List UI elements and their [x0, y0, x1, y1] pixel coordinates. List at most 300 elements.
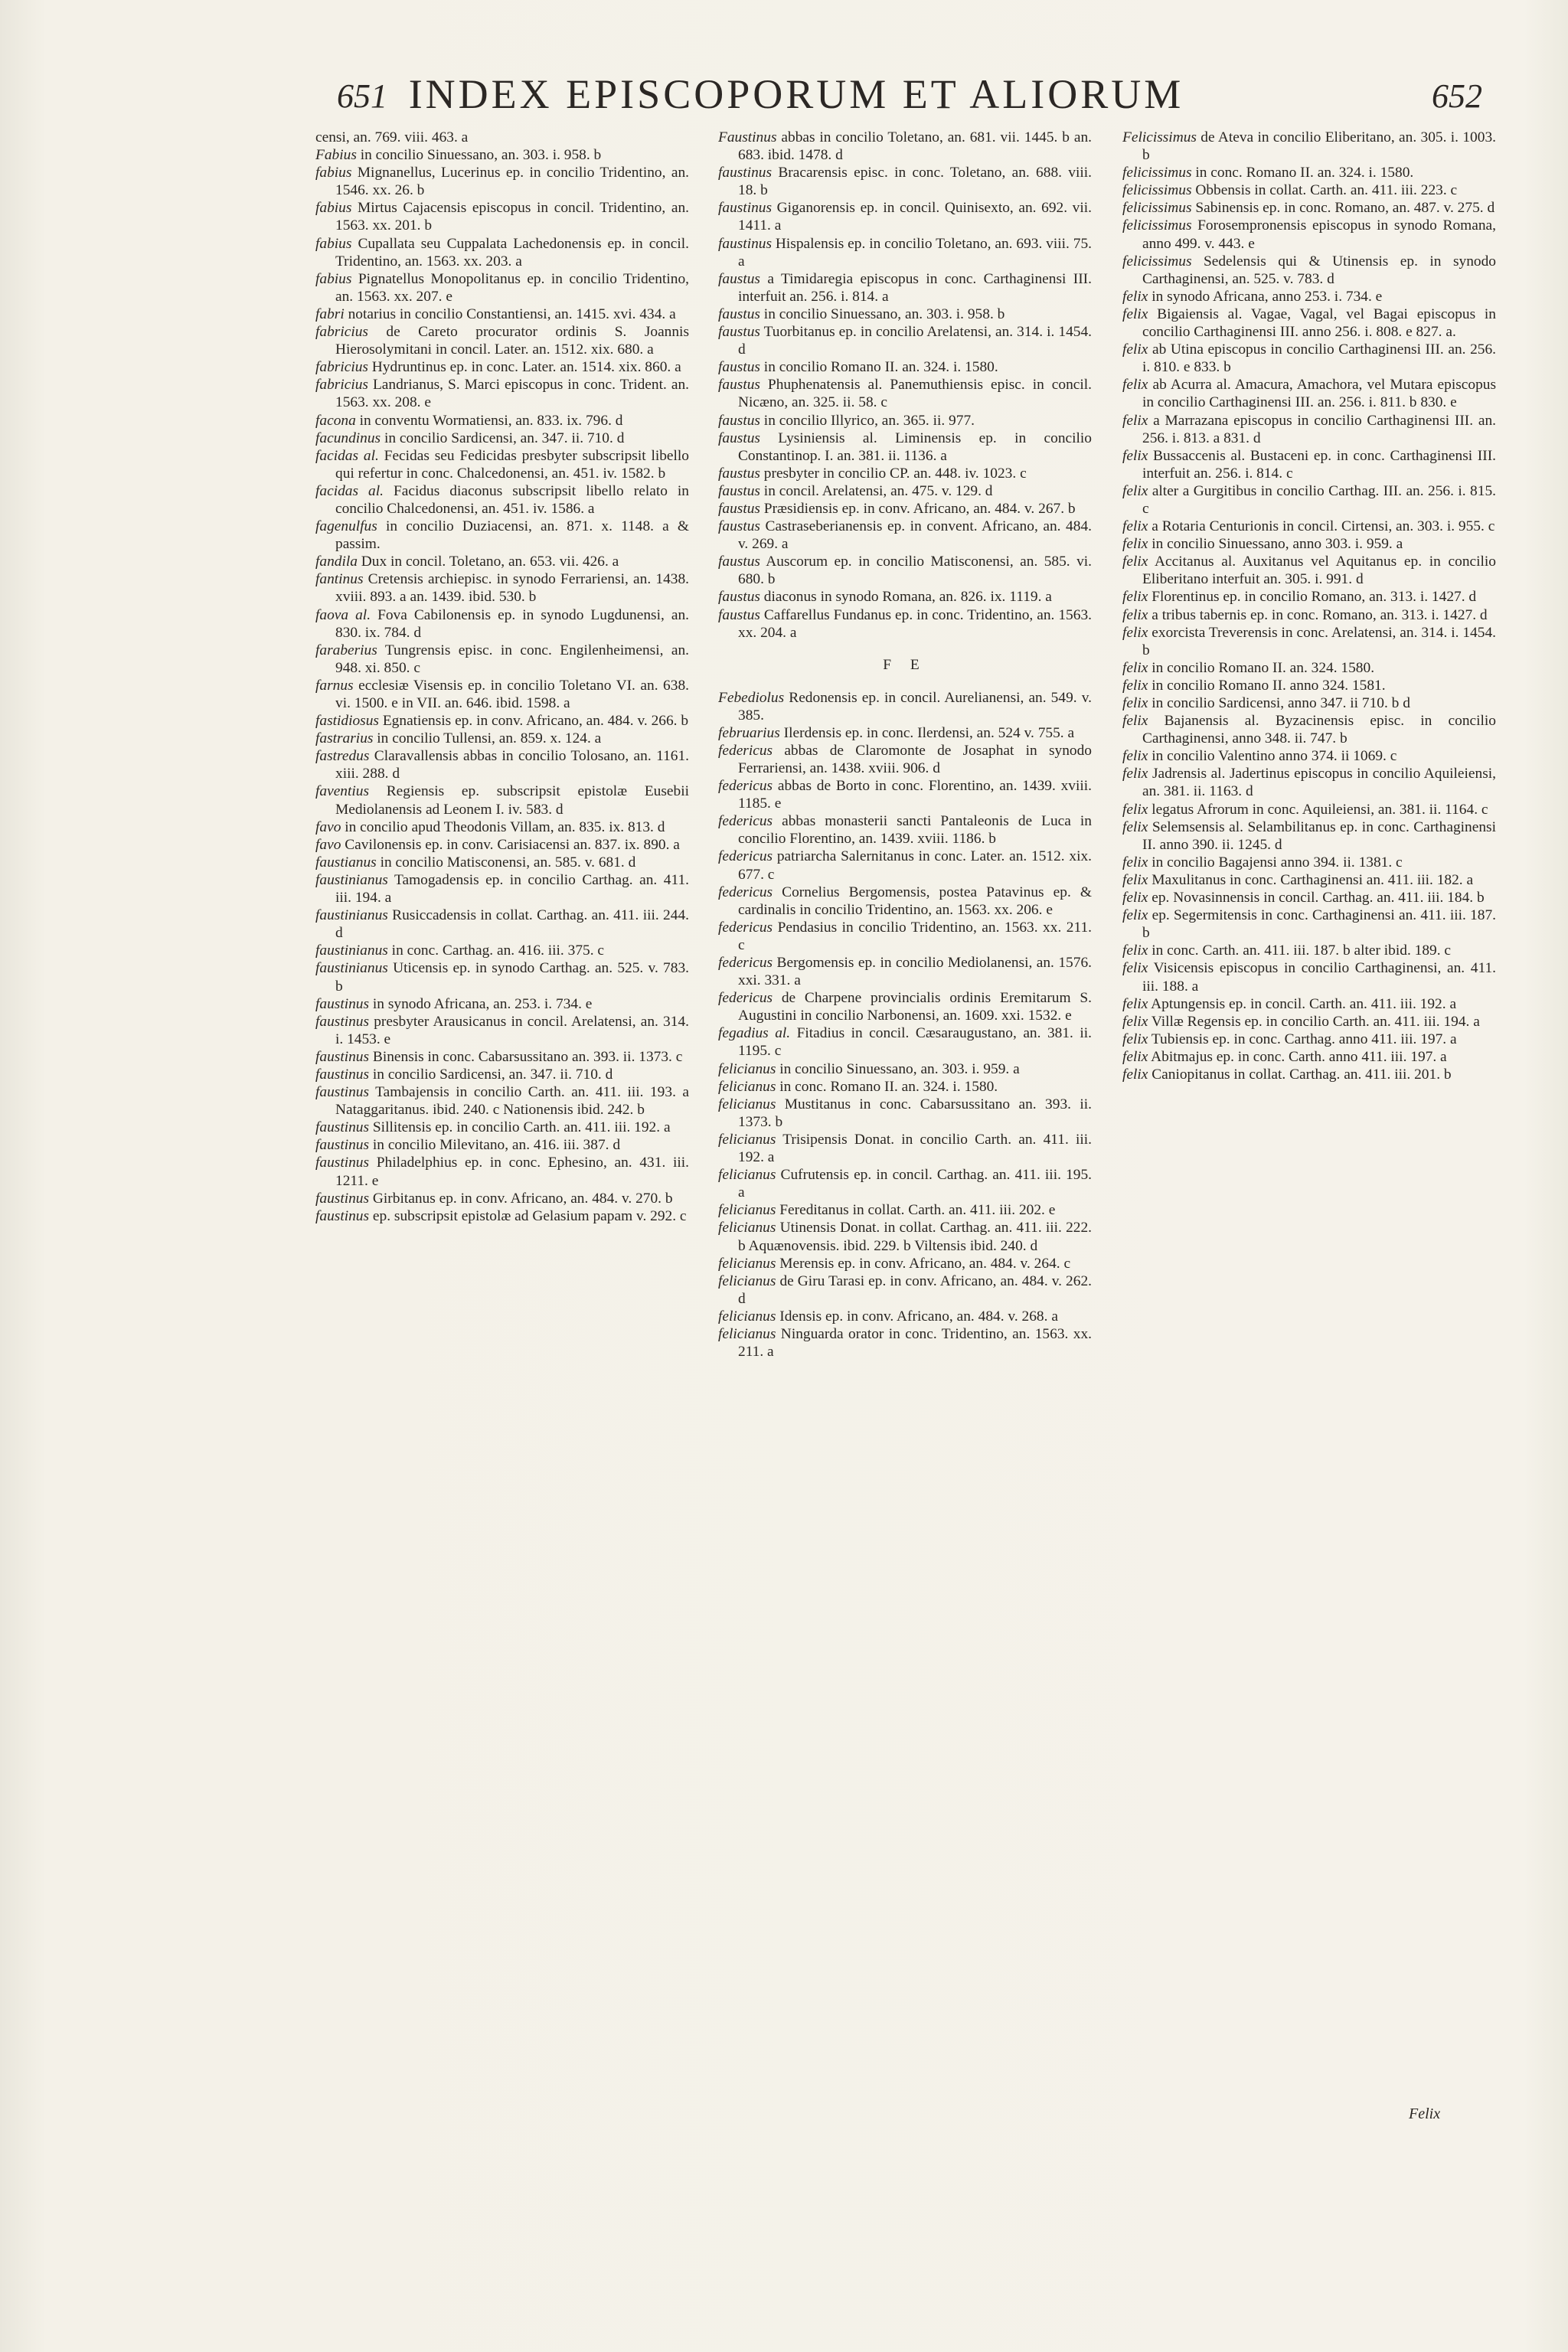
entry-reference: Redonensis ep. in concil. Aurelianensi, an. 549. v. 385.	[738, 689, 1092, 724]
page-number-left: 651	[337, 77, 387, 115]
index-entry	[718, 724, 1092, 742]
entry-headword: faustinianus	[315, 907, 388, 924]
index-entry	[315, 412, 689, 430]
index-entry	[718, 199, 1092, 234]
entry-reference: Tubiensis ep. in conc. Carthag. anno 411. iii. 197. a	[1148, 1031, 1457, 1047]
entry-reference: Cupallata seu Cuppalata Lachedonensis ep. in concil. Tridentino, an. 1563. xx. 203. a	[335, 235, 689, 270]
entry-reference: in concilio Bagajensi anno 394. ii. 1381. c	[1148, 854, 1403, 871]
entry-headword: felix	[1122, 624, 1148, 641]
index-entry	[315, 164, 689, 199]
index-entry	[315, 906, 689, 942]
entry-headword: federicus	[718, 742, 773, 759]
index-entry	[1122, 588, 1496, 606]
index-entry	[315, 606, 689, 642]
entry-reference: de Careto procurator ordinis S. Joannis Hierosolymitani in concil. Later. an. 1512. xix. 680. a	[335, 324, 689, 358]
index-entry	[718, 848, 1092, 883]
entry-reference: Hydruntinus ep. in conc. Later. an. 1514. xix. 860. a	[368, 359, 681, 376]
entry-reference: Facidus diaconus subscripsit libello relato in concilio Chalcedonensi, an. 451. iv. 1586. a	[335, 482, 689, 517]
entry-reference: Præsidiensis ep. in conv. Africano, an. 484. v. 267. b	[760, 500, 1076, 517]
index-entry	[1122, 606, 1496, 624]
entry-headword: faustus	[718, 500, 760, 517]
index-entry	[1122, 217, 1496, 252]
entry-reference: Pignatellus Monopolitanus ep. in concilio Tridentino, an. 1563. xx. 207. e	[335, 270, 689, 305]
entry-headword: felix	[1122, 801, 1148, 818]
entry-headword: felix	[1122, 341, 1148, 358]
index-entry	[1122, 288, 1496, 305]
index-entry	[1122, 942, 1496, 959]
entry-reference: ep. Novasinnensis in concil. Carthag. an. 411. iii. 184. b	[1148, 890, 1485, 906]
index-entry	[315, 270, 689, 305]
entry-reference: ab Utina episcopus in concilio Carthaginensi III. an. 256. i. 810. e 833. b	[1142, 341, 1496, 376]
entry-headword: faustinus	[718, 235, 773, 252]
entry-reference: in concilio Romano II. an. 324. i. 1580.	[760, 359, 998, 376]
index-entry	[315, 730, 689, 747]
index-column-2	[718, 129, 1092, 2150]
entry-reference: a Marrazana episcopus in concilio Carthaginensi III. an. 256. i. 813. a 831. d	[1142, 412, 1496, 446]
entry-reference: Fereditanus in collat. Carth. an. 411. iii. 202. e	[776, 1202, 1056, 1219]
entry-headword: faustus	[718, 305, 760, 322]
index-entry	[315, 782, 689, 818]
entry-reference: Tambajensis in concilio Carth. an. 411. iii. 193. a Nataggaritanus. ibid. 240. c Nationensis ibid. 242. b	[335, 1084, 689, 1119]
entry-headword: faustinus	[718, 200, 773, 217]
entry-headword: felix	[1122, 677, 1148, 694]
entry-headword: felix	[1122, 412, 1148, 429]
index-entry	[718, 1024, 1092, 1060]
entry-headword: fantinus	[315, 571, 364, 588]
entry-reference: Landrianus, S. Marci episcopus in conc. Trident. an. 1563. xx. 208. e	[335, 377, 689, 411]
entry-headword: faova al.	[315, 606, 371, 623]
entry-headword: felix	[1122, 518, 1148, 535]
entry-headword: fabricius	[315, 377, 368, 394]
entry-headword: faustinus	[315, 1013, 370, 1030]
index-entry	[315, 447, 689, 482]
entry-headword: federicus	[718, 990, 773, 1007]
entry-headword: faraberius	[315, 642, 377, 658]
entry-headword: federicus	[718, 955, 773, 971]
entry-headword: felix	[1122, 960, 1148, 977]
entry-reference: Fova Cabilonensis ep. in synodo Lugdunensi, an. 830. ix. 784. d	[335, 606, 689, 641]
entry-headword: facidas al.	[315, 447, 379, 464]
entry-headword: Felicissimus	[1122, 129, 1197, 145]
entry-headword: felix	[1122, 482, 1148, 499]
entry-headword: faustus	[718, 270, 760, 287]
index-entry	[315, 518, 689, 553]
index-entry	[315, 1136, 689, 1154]
entry-headword: felicianus	[718, 1272, 776, 1289]
entry-headword: fastrarius	[315, 730, 374, 747]
index-entry	[315, 305, 689, 323]
entry-headword: faustinus	[315, 1048, 370, 1065]
entry-reference: in concilio Sinuessano, anno 303. i. 959. a	[1148, 536, 1403, 553]
entry-reference: in concil. Arelatensi, an. 475. v. 129. d	[760, 482, 993, 499]
entry-headword: felix	[1122, 554, 1148, 570]
index-entry	[315, 482, 689, 518]
index-entry	[718, 376, 1092, 411]
index-entry	[315, 376, 689, 411]
entry-headword: felix	[1122, 854, 1148, 871]
entry-reference: in concilio Sinuessano, an. 303. i. 958. b	[760, 305, 1005, 322]
entry-headword: fabius	[315, 165, 352, 181]
entry-reference: in conventu Wormatiensi, an. 833. ix. 796. d	[355, 412, 623, 429]
index-entry	[1122, 889, 1496, 906]
entry-headword: favo	[315, 836, 341, 853]
entry-headword: federicus	[718, 884, 773, 900]
entry-reference: Merensis ep. in conv. Africano, an. 484. v. 264. c	[776, 1255, 1071, 1272]
index-entry	[718, 518, 1092, 553]
index-entry	[315, 1066, 689, 1083]
entry-headword: felix	[1122, 871, 1148, 888]
entry-reference: abbas in concilio Toletano, an. 681. vii. 1445. b an. 683. ibid. 1478. d	[738, 129, 1092, 164]
entry-reference: in concilio Tullensi, an. 859. x. 124. a	[373, 730, 602, 747]
index-entry	[315, 818, 689, 836]
index-entry	[718, 812, 1092, 848]
entry-headword: felix	[1122, 713, 1148, 730]
index-entry	[718, 482, 1092, 500]
index-entry	[1122, 199, 1496, 217]
index-entry	[1122, 412, 1496, 447]
entry-reference: Pendasius in concilio Tridentino, an. 1563. xx. 211. c	[738, 919, 1092, 953]
index-entry	[718, 1131, 1092, 1166]
entry-reference: in concilio Illyrico, an. 365. ii. 977.	[760, 412, 975, 429]
index-entry	[1122, 995, 1496, 1013]
index-entry	[315, 959, 689, 995]
entry-reference: in synodo Africana, anno 253. i. 734. e	[1148, 288, 1383, 305]
entry-headword: faustus	[718, 606, 760, 623]
entry-reference: in concilio Sardicensi, an. 347. ii. 710. d	[381, 430, 625, 446]
entry-reference: a Timidaregia episcopus in conc. Carthaginensi III. interfuit an. 256. i. 814. a	[738, 270, 1092, 305]
entry-reference: Bergomensis ep. in concilio Mediolanensi, an. 1576. xxi. 331. a	[738, 955, 1092, 989]
entry-reference: ecclesiæ Visensis ep. in concilio Toletano VI. an. 638. vi. 1500. e in VII. an. 646. ibid. 1598. a	[335, 677, 689, 711]
entry-headword: felicianus	[718, 1220, 776, 1236]
entry-reference: in concilio Milevitano, an. 416. iii. 387. d	[369, 1137, 621, 1154]
entry-headword: faustus	[718, 430, 760, 446]
index-entry	[315, 358, 689, 376]
entry-reference: censi, an. 769. viii. 463. a	[315, 129, 469, 145]
entry-headword: felicianus	[718, 1131, 776, 1148]
entry-headword: felicianus	[718, 1202, 776, 1219]
index-entry	[1122, 341, 1496, 376]
entry-headword: faustinus	[718, 165, 773, 181]
entry-reference: Cavilonensis ep. in conv. Carisiacensi an. 837. ix. 890. a	[341, 836, 680, 853]
entry-headword: faustinus	[315, 1190, 370, 1207]
index-entry	[1122, 305, 1496, 341]
index-entry	[718, 1308, 1092, 1325]
entry-headword: federicus	[718, 778, 773, 795]
index-entry	[315, 1207, 689, 1225]
index-entry	[1122, 253, 1496, 288]
entry-reference: in concilio apud Theodonis Villam, an. 835. ix. 813. d	[341, 818, 665, 835]
entry-headword: faustinus	[315, 1155, 370, 1171]
entry-reference: in conc. Carth. an. 411. iii. 187. b alter ibid. 189. c	[1148, 942, 1452, 959]
entry-headword: fastidiosus	[315, 713, 379, 730]
index-entry	[718, 989, 1092, 1024]
entry-reference: Mirtus Cajacensis episcopus in concil. Tridentino, an. 1563. xx. 201. b	[335, 200, 689, 234]
index-entry	[1122, 1066, 1496, 1083]
entry-reference: Sillitensis ep. in concilio Carth. an. 411. iii. 192. a	[369, 1119, 671, 1136]
entry-headword: felix	[1122, 818, 1148, 835]
entry-headword: federicus	[718, 848, 773, 865]
entry-reference: Mustitanus in conc. Cabarsussitano an. 393. ii. 1373. b	[738, 1096, 1092, 1130]
entry-headword: Faustinus	[718, 129, 777, 145]
entry-reference: Obbensis in collat. Carth. an. 411. iii. 223. c	[1191, 182, 1458, 199]
index-entry	[315, 1083, 689, 1119]
entry-headword: felix	[1122, 377, 1148, 394]
entry-headword: felicissimus	[1122, 217, 1192, 234]
entry-headword: februarius	[718, 724, 780, 741]
entry-headword: felix	[1122, 995, 1148, 1012]
index-entry	[1122, 1048, 1496, 1066]
entry-headword: felix	[1122, 536, 1148, 553]
entry-headword: felicianus	[718, 1060, 776, 1077]
index-entry	[718, 1096, 1092, 1131]
catchword: Felix	[1409, 2105, 1441, 2122]
index-entry	[315, 871, 689, 906]
index-entry	[315, 199, 689, 234]
entry-headword: faustus	[718, 359, 760, 376]
index-entry	[1122, 659, 1496, 677]
entry-reference: Fitadius in concil. Cæsaraugustano, an. 381. ii. 1195. c	[738, 1025, 1092, 1060]
index-entry	[1122, 871, 1496, 889]
entry-reference: in concilio Sardicensi, anno 347. ii 710. b d	[1148, 695, 1410, 711]
index-entry	[315, 677, 689, 712]
entry-reference: Abitmajus ep. in conc. Carth. anno 411. iii. 197. a	[1148, 1048, 1447, 1065]
entry-headword: faustus	[718, 324, 760, 341]
entry-headword: felix	[1122, 1048, 1148, 1065]
entry-headword: fagenulfus	[315, 518, 377, 535]
entry-reference: Phuphenatensis al. Panemuthiensis episc. in concil. Nicæno, an. 325. ii. 58. c	[738, 377, 1092, 411]
index-entry	[315, 1190, 689, 1207]
entry-reference: Cufrutensis ep. in concil. Carthag. an. 411. iii. 195. a	[738, 1167, 1092, 1201]
index-entry	[1122, 1031, 1496, 1048]
index-entry	[1122, 535, 1496, 553]
entry-headword: faustinus	[315, 1137, 370, 1154]
index-entry	[718, 1219, 1092, 1254]
entry-reference: Idensis ep. in conv. Africano, an. 484. v. 268. a	[776, 1308, 1058, 1325]
entry-headword: faustinianus	[315, 960, 388, 977]
index-entry	[718, 553, 1092, 588]
entry-reference: in conc. Carthag. an. 416. iii. 375. c	[387, 942, 605, 959]
entry-reference: in concilio Matisconensi, an. 585. v. 681. d	[376, 854, 636, 871]
entry-reference: abbas monasterii sancti Pantaleonis de Luca in concilio Florentino, an. 1439. xviii. 1186. b	[738, 813, 1092, 848]
entry-reference: Uticensis ep. in synodo Carthag. an. 525. v. 783. b	[335, 960, 689, 995]
entry-reference: Ninguarda orator in conc. Tridentino, an. 1563. xx. 211. a	[738, 1325, 1092, 1361]
index-entry	[315, 1013, 689, 1048]
entry-reference: Regiensis ep. subscripsit epistolæ Eusebii Mediolanensis ad Leonem I. iv. 583. d	[335, 783, 689, 818]
entry-headword: faustus	[718, 589, 760, 606]
entry-headword: federicus	[718, 919, 773, 936]
index-column-3	[1122, 129, 1496, 2150]
entry-reference: Maxulitanus in conc. Carthaginensi an. 411. iii. 182. a	[1148, 871, 1474, 888]
index-entry	[718, 1060, 1092, 1078]
entry-reference: Lysiniensis al. Liminensis ep. in concilio Constantinop. I. an. 381. ii. 1136. a	[738, 430, 1092, 464]
index-entry	[1122, 1013, 1496, 1031]
index-entry	[315, 747, 689, 782]
entry-headword: felix	[1122, 589, 1148, 606]
index-entry	[315, 995, 689, 1013]
entry-reference: Cornelius Bergomensis, postea Patavinus ep. & cardinalis in concilio Tridentino, an. 1563. xx. 206. e	[738, 884, 1092, 918]
entry-reference: alter a Gurgitibus in concilio Carthag. III. an. 256. i. 815. c	[1142, 482, 1496, 517]
entry-reference: presbyter in concilio CP. an. 448. iv. 1023. c	[760, 465, 1027, 482]
entry-headword: Febediolus	[718, 689, 785, 706]
index-entry	[718, 412, 1092, 430]
index-entry	[1122, 164, 1496, 181]
entry-reference: in concilio Sinuessano, an. 303. i. 959. a	[776, 1060, 1020, 1077]
index-entry	[718, 358, 1092, 376]
entry-reference: in conc. Romano II. an. 324. i. 1580.	[776, 1078, 998, 1095]
entry-headword: facona	[315, 412, 356, 429]
entry-headword: felix	[1122, 942, 1148, 959]
entry-reference: Fecidas seu Fedicidas presbyter subscripsit libello qui refertur in conc. Chalcedonensi, an. 451. iv. 1582. b	[335, 447, 689, 482]
index-entry	[315, 235, 689, 270]
index-entry	[718, 1255, 1092, 1272]
entry-headword: felix	[1122, 1066, 1148, 1083]
entry-headword: felix	[1122, 1013, 1148, 1030]
entry-headword: favo	[315, 818, 341, 835]
entry-headword: felix	[1122, 890, 1148, 906]
index-entry	[315, 836, 689, 854]
entry-reference: Accitanus al. Auxitanus vel Aquitanus ep. in concilio Eliberitano interfuit an. 305. i. 991. d	[1142, 554, 1496, 588]
entry-reference: Rusiccadensis in collat. Carthag. an. 411. iii. 244. d	[335, 907, 689, 942]
index-entry	[718, 305, 1092, 323]
entry-reference: Tamogadensis ep. in concilio Carthag. an. 411. iii. 194. a	[335, 871, 689, 906]
index-entry	[1122, 906, 1496, 942]
entry-reference: abbas de Claromonte de Josaphat in synodo Ferrariensi, an. 1438. xviii. 906. d	[738, 742, 1092, 776]
index-entry	[1122, 376, 1496, 411]
entry-headword: felix	[1122, 606, 1148, 623]
entry-reference: in conc. Romano II. an. 324. i. 1580.	[1191, 165, 1414, 181]
entry-headword: felicianus	[718, 1096, 776, 1112]
entry-headword: felix	[1122, 659, 1148, 676]
entry-headword: felicissimus	[1122, 200, 1192, 217]
entry-reference: in concilio Romano II. an. 324. 1580.	[1148, 659, 1375, 676]
entry-reference: in concilio Romano II. anno 324. 1581.	[1148, 677, 1386, 694]
index-entry	[718, 742, 1092, 777]
entry-headword: faustianus	[315, 854, 377, 871]
index-entry	[718, 129, 1092, 164]
entry-headword: faustinus	[315, 1066, 370, 1083]
entry-reference: Castraseberianensis ep. in convent. Africano, an. 484. v. 269. a	[738, 518, 1092, 553]
index-entry	[315, 642, 689, 677]
index-entry	[315, 854, 689, 871]
entry-headword: faustinus	[315, 1207, 370, 1224]
entry-reference: Visicensis episcopus in concilio Carthaginensi, an. 411. iii. 188. a	[1142, 960, 1496, 995]
index-entry	[718, 884, 1092, 919]
entry-headword: felicianus	[718, 1308, 776, 1325]
index-entry	[718, 588, 1092, 606]
index-entry	[718, 164, 1092, 199]
entry-reference: patriarcha Salernitanus in conc. Later. an. 1512. xix. 677. c	[738, 848, 1092, 883]
index-entry	[1122, 747, 1496, 765]
index-entry	[1122, 447, 1496, 482]
index-entry	[315, 1154, 689, 1189]
entry-headword: faustus	[718, 465, 760, 482]
index-entry	[718, 954, 1092, 989]
entry-headword: faustinus	[315, 1084, 370, 1101]
entry-reference: Bigaiensis al. Vagae, Vagal, vel Bagai episcopus in concilio Carthaginensi III. anno 256. i. 808. e 827. a.	[1142, 305, 1496, 341]
entry-headword: faventius	[315, 783, 370, 800]
entry-headword: facundinus	[315, 430, 381, 446]
entry-headword: farnus	[315, 677, 354, 694]
entry-reference: Egnatiensis ep. in conv. Africano, an. 484. v. 266. b	[378, 713, 689, 730]
index-entry	[315, 1048, 689, 1066]
entry-headword: felix	[1122, 907, 1148, 924]
entry-reference: Hispalensis ep. in concilio Toletano, an. 693. viii. 75. a	[738, 235, 1092, 270]
entry-reference: ab Acurra al. Amacura, Amachora, vel Mutara episcopus in concilio Carthaginensi III. an. 256. i. 811. b 830. e	[1142, 377, 1496, 411]
entry-headword: fabricius	[315, 359, 368, 376]
index-entry	[1122, 518, 1496, 535]
index-entry	[718, 1272, 1092, 1308]
index-entry	[315, 146, 689, 164]
entry-reference: a Rotaria Centurionis in concil. Cirtensi, an. 303. i. 955. c	[1148, 518, 1495, 535]
entry-reference: de Ateva in concilio Eliberitano, an. 305. i. 1003. b	[1142, 129, 1496, 164]
entry-headword: felix	[1122, 305, 1148, 322]
entry-headword: faustus	[718, 554, 760, 570]
entry-headword: felix	[1122, 695, 1148, 711]
index-entry	[1122, 818, 1496, 854]
entry-headword: felicianus	[718, 1167, 776, 1184]
index-entry	[1122, 181, 1496, 199]
index-entry	[718, 235, 1092, 270]
entry-reference: Tungrensis episc. in conc. Engilenheimensi, an. 948. xi. 850. c	[335, 642, 689, 676]
index-entry	[315, 430, 689, 447]
index-entry	[718, 500, 1092, 518]
entry-headword: faustus	[718, 412, 760, 429]
entry-reference: Mignanellus, Lucerinus ep. in concilio Tridentino, an. 1546. xx. 26. b	[335, 165, 689, 199]
index-entry	[718, 777, 1092, 812]
index-entry	[718, 606, 1092, 642]
entry-reference: Forosempronensis episcopus in synodo Romana, anno 499. v. 443. e	[1142, 217, 1496, 252]
entry-reference: in synodo Africana, an. 253. i. 734. e	[369, 995, 593, 1012]
entry-reference: diaconus in synodo Romana, an. 826. ix. 1119. a	[760, 589, 1052, 606]
entry-reference: exorcista Treverensis in conc. Arelatensi, an. 314. i. 1454. b	[1142, 624, 1496, 658]
entry-reference: Selemsensis al. Selambilitanus ep. in conc. Carthaginensi II. anno 390. ii. 1245. d	[1142, 818, 1496, 853]
entry-reference: in concilio Valentino anno 374. ii 1069. c	[1148, 748, 1397, 765]
index-entry	[315, 942, 689, 959]
index-entry	[315, 553, 689, 570]
entry-reference: Caniopitanus in collat. Carthag. an. 411. iii. 201. b	[1148, 1066, 1452, 1083]
entry-reference: de Charpene provincialis ordinis Eremitarum S. Augustini in concilio Narbonensi, an. 1609. xxi. 1532. e	[738, 990, 1092, 1024]
entry-reference: Utinensis Donat. in collat. Carthag. an. 411. iii. 222. b Aquænovensis. ibid. 229. b Viltensis ibid. 240. d	[738, 1220, 1092, 1254]
entry-reference: Sedelensis qui & Utinensis ep. in synodo Carthaginensi, an. 525. v. 783. d	[1142, 253, 1496, 287]
entry-reference: Aptungensis ep. in concil. Carth. an. 411. iii. 192. a	[1148, 995, 1457, 1012]
entry-reference: in concilio Sinuessano, an. 303. i. 958. b	[356, 147, 602, 164]
index-entry	[718, 323, 1092, 358]
entry-reference: Dux in concil. Toletano, an. 653. vii. 426. a	[357, 554, 619, 570]
entry-headword: fastredus	[315, 748, 370, 765]
page-number-right: 652	[1432, 77, 1482, 115]
entry-headword: felicianus	[718, 1078, 776, 1095]
entry-reference: Florentinus ep. in concilio Romano, an. 313. i. 1427. d	[1148, 589, 1477, 606]
section-heading: F E	[883, 657, 927, 674]
entry-reference: a tribus tabernis ep. in conc. Romano, an. 313. i. 1427. d	[1148, 606, 1488, 623]
entry-reference: Cretensis archiepisc. in synodo Ferrariensi, an. 1438. xviii. 893. a an. 1439. ibid. 530. b	[335, 571, 689, 606]
entry-headword: felicissimus	[1122, 182, 1192, 199]
entry-headword: facidas al.	[315, 482, 384, 499]
entry-reference: in concilio Sardicensi, an. 347. ii. 710. d	[369, 1066, 613, 1083]
entry-headword: fabri	[315, 305, 345, 322]
index-columns	[315, 129, 1494, 2150]
index-entry	[1122, 854, 1496, 871]
index-entry	[718, 919, 1092, 954]
index-entry	[718, 1325, 1092, 1361]
entry-reference: notarius in concilio Constantiensi, an. 1415. xvi. 434. a	[344, 305, 676, 322]
entry-reference: Jadrensis al. Jadertinus episcopus in concilio Aquileiensi, an. 381. ii. 1163. d	[1142, 766, 1496, 800]
index-entry	[718, 1201, 1092, 1219]
index-entry	[1122, 482, 1496, 518]
index-entry	[1122, 694, 1496, 712]
index-entry	[718, 270, 1092, 305]
entry-headword: faustus	[718, 377, 760, 394]
